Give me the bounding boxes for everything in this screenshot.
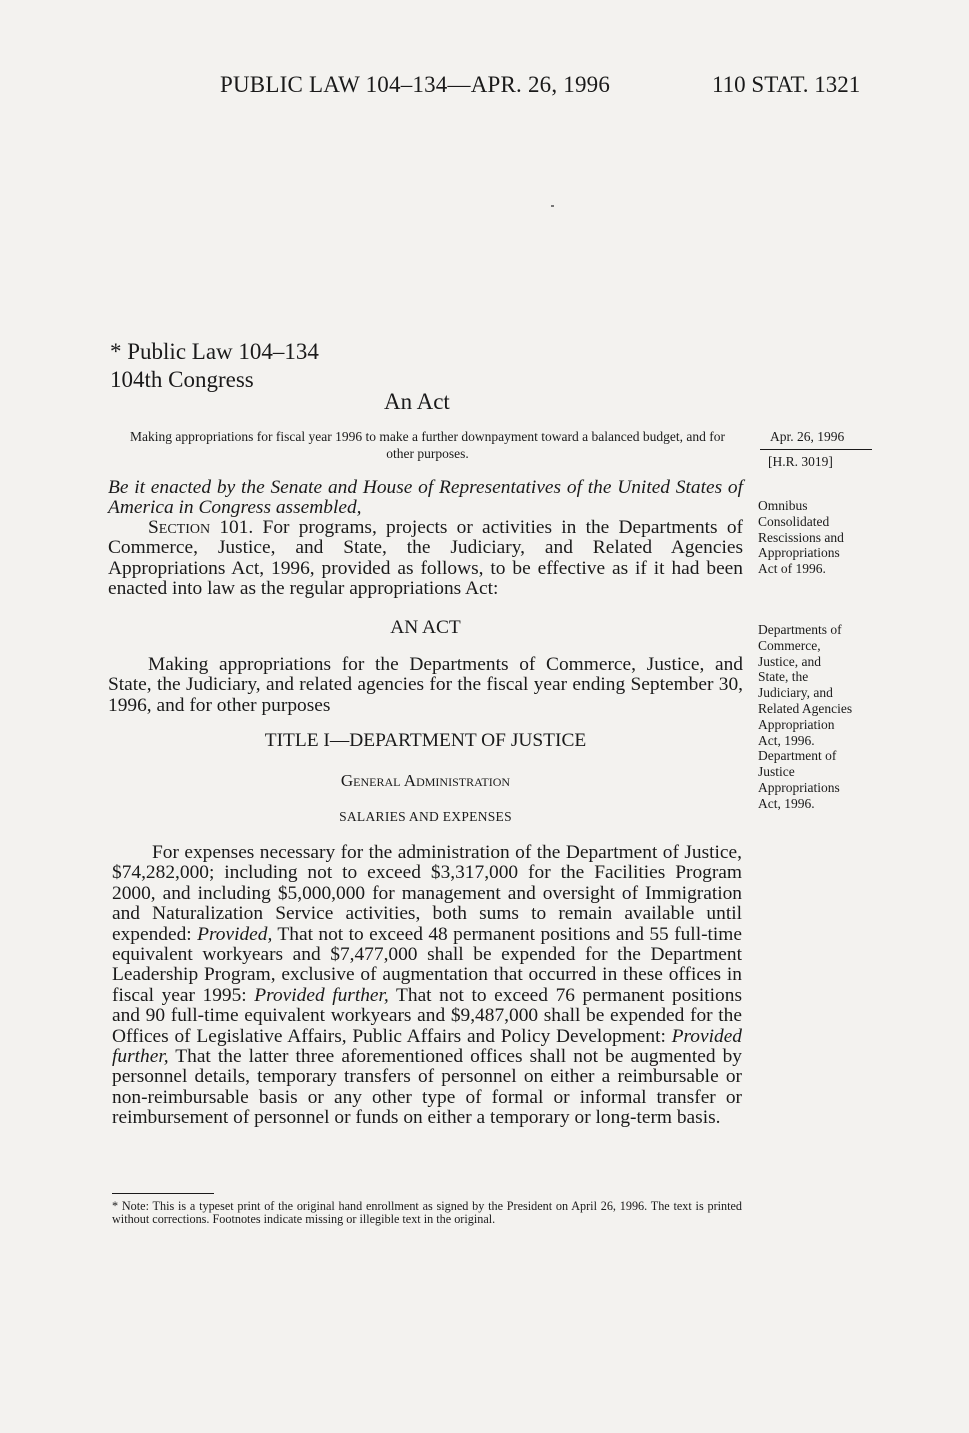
subheading-salaries-expenses: SALARIES AND EXPENSES <box>339 809 512 824</box>
paragraph-text: That not to exceed 48 permanent positions and 55 full-time equivalent workyears and $7,477,000 shall be expended for the Department Leadership Program, exclusive of augmentation that occurred in these offices in fiscal year 1995: <box>112 923 742 1006</box>
margin-line: Appropriation <box>758 716 835 732</box>
enacting-clause: Be it enacted by the Senate and House of Representatives of the United States of America in Congress assembled, <box>108 477 743 519</box>
margin-line: Department of <box>758 748 837 764</box>
enactment-date: Apr. 26, 1996 <box>760 428 872 450</box>
footnote-rule <box>112 1193 214 1194</box>
long-title: Making appropriations for the Departments of Commerce, Justice, and State, the Judiciary, and related agencies for the fiscal year ending September 30, 1996, and for other purposes <box>108 654 743 716</box>
purpose-statement: Making appropriations for fiscal year 1996 to make a further downpayment toward a balanced budget, and for other purposes. <box>130 429 725 461</box>
an-act-heading: An Act <box>384 389 450 414</box>
paragraph-text: That not to exceed 76 permanent positions and 90 full-time equivalent workyears and $9,487,000 shall be expended for the Offices of Legislative Affairs, Public Affairs and Policy Development: <box>112 984 742 1047</box>
margin-line: Rescissions and <box>758 529 844 545</box>
paragraph-text: For expenses necessary for the administration of the Department of Justice, $74,282,000; including not to exceed $3,317,000 for the Facilities Program 2000, and including $5,000,000 for management and oversight of Immigration and Naturalization Service activities, both sums to remain available until expended: <box>112 842 742 945</box>
margin-line: State, the <box>758 669 809 685</box>
section-101 <box>108 518 743 600</box>
congress-label: 104th Congress <box>110 367 254 392</box>
margin-line: Related Agencies <box>758 700 853 716</box>
margin-line: Act, 1996. <box>758 795 815 811</box>
running-header: PUBLIC LAW 104–134—APR. 26, 1996 <box>220 72 611 97</box>
appropriation-paragraph <box>112 843 742 1129</box>
margin-date-block <box>760 428 872 470</box>
margin-line: Consolidated <box>758 513 830 529</box>
proviso-italic: Provided, <box>197 923 273 945</box>
law-title-block <box>110 338 319 394</box>
margin-line: Justice <box>758 764 795 780</box>
margin-line: Act, 1996. <box>758 732 815 748</box>
subheading-general-administration: General Administration <box>340 771 511 790</box>
scan-speck <box>551 205 554 207</box>
margin-line: Appropriations <box>758 545 840 561</box>
proviso-italic: Provided further, <box>112 1025 742 1068</box>
margin-line: Commerce, <box>758 637 821 653</box>
footnote: * Note: This is a typeset print of the original hand enrollment as signed by the President on April 26, 1996. The text is printed without corrections. Footnotes indicate missing or illegible text in the original. <box>112 1199 742 1227</box>
an-act-caps-heading: AN ACT <box>390 617 461 638</box>
margin-note-departments <box>758 622 888 812</box>
margin-line: Appropriations <box>758 779 840 795</box>
public-law-number: * Public Law 104–134 <box>110 339 319 364</box>
proviso-italic: Provided further, <box>254 984 389 1006</box>
page-number: 110 STAT. 1321 <box>712 72 861 97</box>
section-label: Section 101. <box>148 517 254 538</box>
margin-line: Omnibus <box>758 498 808 513</box>
margin-line: Departments of <box>758 622 842 637</box>
margin-note-short-title <box>758 498 888 577</box>
margin-line: Justice, and <box>758 653 821 669</box>
section-text: For programs, projects or activities in the Departments of Commerce, Justice, and State, the Judiciary, and Related Agencies Appropriations Act, 1996, provided as follows, to be effective as if it had been enacted into law as the regular appropriations Act: <box>108 517 743 600</box>
bill-number: [H.R. 3019] <box>768 454 833 469</box>
paragraph-text: That the latter three aforementioned offices shall not be augmented by personnel details, temporary transfers of personnel on either a reimbursable or non-reimbursable basis or any other type of formal or informal transfer or reimbursement of personnel or funds on either a temporary or long-term basis. <box>112 1046 742 1129</box>
margin-line: Judiciary, and <box>758 685 833 701</box>
title-heading: TITLE I—DEPARTMENT OF JUSTICE <box>264 730 587 751</box>
margin-line: Act of 1996. <box>758 561 826 577</box>
